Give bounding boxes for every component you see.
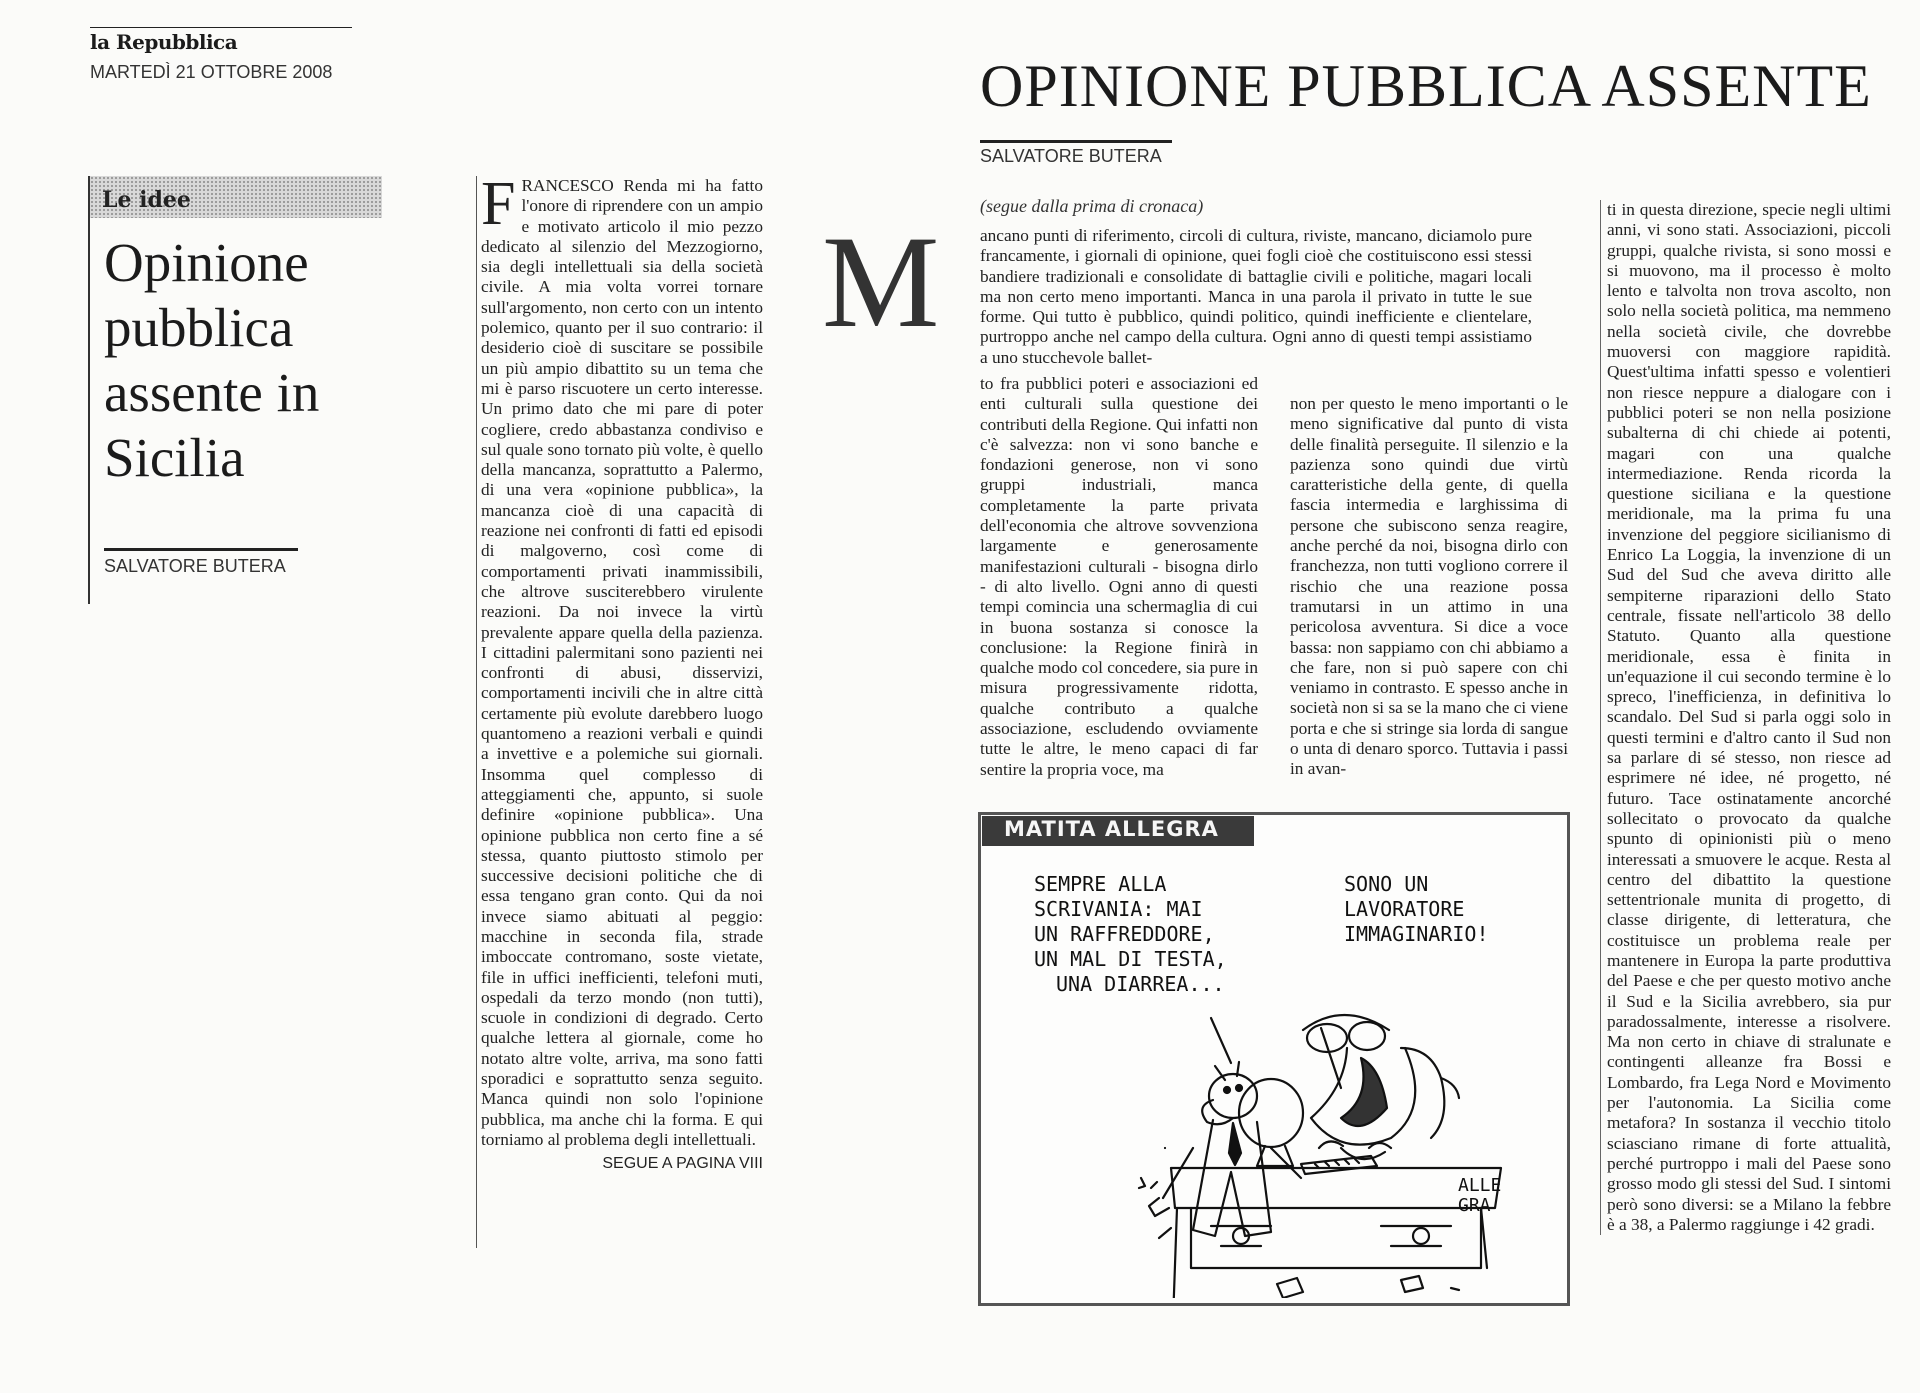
speech-line: UN MAL DI TESTA,	[1034, 947, 1227, 971]
sidebar-headline: Opinione pubblica assente in Sicilia	[104, 232, 320, 488]
cartoonist-signature	[1458, 1176, 1501, 1216]
continued-from-note: (segue dalla prima di cronaca)	[980, 196, 1204, 216]
masthead: la Repubblica	[90, 30, 238, 54]
article-byline: SALVATORE BUTERA	[980, 146, 1162, 166]
sidebar-article-body	[476, 170, 763, 1248]
sidebar-body-text: RANCESCO Renda mi ha fatto l'onore di riprendere con un ampio e motivato articolo il mio pezzo dedicato al silenzio del Mezzogiorno, sia degli intellettuali sia della società civile. A mia volta vorrei tornare sull'argomento, non certo con un intento polemico, quanto per il suo contrario: il desiderio cioè di suscitare se possibile un più ampio dibattito su un tema che mi è parso riscuotere un certo interesse. Un primo dato che mi pare di poter cogliere, credo abbastanza condiviso e sul quale sono tornato più volte, è quello della mancanza, soprattutto a Palermo, di una vera «opinione pubblica», la mancanza cioè di una capacità di reazione nei confronti di fatti ed episodi di malgoverno, così come di comportamenti privati inammissibili, che altrove susciterebbero virulente reazioni. Da noi invece la virtù prevalente appare quella della pazienza. I cittadini palermitani sono pazienti nei confronti di abusi, disservizi, comportamenti incivili che in altre città certamente più evolute darebbero luogo quantomeno a reazioni verbali e quindi a invettive e a polemiche sui giornali. Insomma quel complesso di atteggiamenti che, appunto, si suole definire «opinione pubblica». Una opinione pubblica non certo fine a sé stessa, quanto piuttosto stimolo per successive decisioni politiche che di essa tengano gran conto. Qui da noi invece siamo abituati al peggio: macchine in seconda fila, strade imboccate contromano, soste vietate, file in uffici inefficienti, telefoni muti, ospedali da terzo mondo (non tutti), scuole in condizioni di degrado. Certo qualche lettera al giornale, come ho notato altre volte, arriva, ma sono fatti sporadici e soprattutto senza seguito. Manca quindi non solo l'opinione pubblica, ma anche chi la forma. E qui torniamo al problema degli intellettuali.	[481, 176, 763, 1149]
article-lead-paragraph: ancano punti di riferimento, circoli di cultura, riviste, mancano, diciamolo pure francamente, i giornali di opinione, quei fogli cioè che costituiscono essi stessi bandiere tradizionali e consolidate di battaglie civili e politiche, magari locali ma non certo meno importanti. Manca in una parola il privato in tutte le sue forme. Qui tutto è pubblico, quindi politico, quindi inefficiente e clientelare, purtroppo anche nel campo della cultura. Ogni anno di questi tempi assistiamo a uno stucchevole ballet-	[980, 226, 1532, 367]
article-column-2: non per questo le meno importanti o le meno significative dal punto di vista delle finalità perseguite. Il silenzio e la pazienza sono quindi due virtù caratteristiche della gente, di quella fascia intermedia e larghissima di persone che subiscono senza reagire, anche perché da noi, bisogna dirlo con franchezza, non tutti vogliono correre il rischio che una reazione possa tramutarsi in un attimo in una pericolosa avventura. Si dice a voce bassa: non sappiamo con chi abbiamo a che fare, non si può sapere con chi veniamo in contrasto. E spesso anche in società non si sa se la mano che ci viene porta e che si stringe sia lorda di sangue o unta di denaro sporco. Tuttavia i passi in avan-	[1290, 394, 1568, 779]
sidebar-byline-rule	[104, 548, 298, 551]
article-byline-rule	[980, 140, 1172, 143]
article-column-3: ti in questa direzione, specie negli ultimi anni, vi sono stati. Associazioni, piccoli gruppi, qualche rivista, si sono mossi e si muovono, ma il processo è molto lento e talvolta non trova ascolto, non solo nella società politica, ma nemmeno nella società civile, che dovrebbe muoversi con maggiore rapidità. Quest'ultima infatti spesso e volentieri non riesce neppure a dialogare con i pubblici poteri se non nella posizione subalterna di chi chiede ai potenti, magari con una qualche intermediazione. Renda ricorda la questione siciliana e la questione meridionale, ma la prima fu una invenzione del peggiore sicilianismo di Enrico La Loggia, la invenzione di un Sud del Sud che aveva diritto alle sempiterne riparazioni dello Stato centrale, fissate nell'articolo 38 dello Statuto. Quanto alla questione meridionale, essa è finita in un'equazione il cui secondo termine è lo spreco, l'inefficienza, in definitiva lo scandalo. Del Sud si parla oggi solo in questi termini e d'altro canto il Sud non sa parlare di sé stesso, non riesce ad esprimere né idee, né progetto, né futuro. Tace ostinatamente ancorché sollecitato o provocato da qualche spunto di opinionisti più o meno interessati a smuovere le acque. Resta al centro del dibattito la questione settentrionale munita di progetto, di classe dirigente, di letteratura, che costituisce un problema reale per mantenere in Europa la parte produttiva del Paese e che per questo motivo anche il Sud e la Sicilia avrebbero, sia pur paradossalmente, interesse a risolvere. Ma non certo in chiave di stralunate e contingenti alleanze fra Bossi e Lombardo, fra Lega Nord e Movimento per l'autonomia. La Sicilia come metafora? In sostanza il vecchio titolo sciasciano rimane di forte attualità, perché purtroppo i mali del Paese sono grosso modo gli stessi del Sud. I sintomi però sono diversi: se a Milano la febbre è a 38, a Palermo raggiunge i 42 gradi.	[1600, 200, 1891, 1235]
masthead-rule	[90, 27, 352, 28]
publication-date: MARTEDÌ 21 OTTOBRE 2008	[90, 62, 333, 82]
section-label: Le idee	[102, 187, 191, 213]
continuation-note: SEGUE A PAGINA VIII	[602, 1155, 763, 1173]
speech-line: SEMPRE ALLA	[1034, 872, 1167, 896]
speech-line: IMMAGINARIO!	[1344, 922, 1489, 946]
cartoon-drawing	[981, 848, 1561, 1298]
speech-line: UN RAFFREDDORE,	[1034, 922, 1215, 946]
speech-line: UNA DIARREA...	[1056, 972, 1225, 996]
signature-line: ALLE	[1458, 1175, 1502, 1196]
article-headline: OPINIONE PUBBLICA ASSENTE	[980, 53, 1872, 119]
speech-line: SCRIVANIA: MAI	[1034, 897, 1203, 921]
speech-line: SONO UN	[1344, 872, 1429, 896]
cartoon-label: MATITA ALLEGRA	[1004, 817, 1219, 841]
speech-line: LAVORATORE	[1344, 897, 1465, 921]
sidebar-byline: SALVATORE BUTERA	[104, 556, 286, 576]
signature-line: GRA	[1458, 1195, 1491, 1216]
article-column-1: to fra pubblici poteri e associazioni ed enti culturali sulla questione dei contributi della Regione. Qui infatti non c'è salvezza: non vi sono banche e fondazioni generose, non vi sono gruppi industriali, manca completamente la parte privata dell'economia che altrove sovvenziona largamente e generosamente manifestazioni culturali - bisogna dirlo - di alto livello. Ogni anno di questi tempi comincia una schermaglia di cui in buona sostanza si conosce la conclusione: la Regione finirà in qualche modo col concedere, sia pure in misura progressivamente ridotta, qualche contributo a qualche associazione, escludendo ovviamente tutte le altre, le meno capaci di far sentire la propria voce, ma	[980, 374, 1258, 779]
sidebar-drop-cap: F	[481, 170, 516, 238]
article-drop-cap: M	[822, 208, 940, 355]
